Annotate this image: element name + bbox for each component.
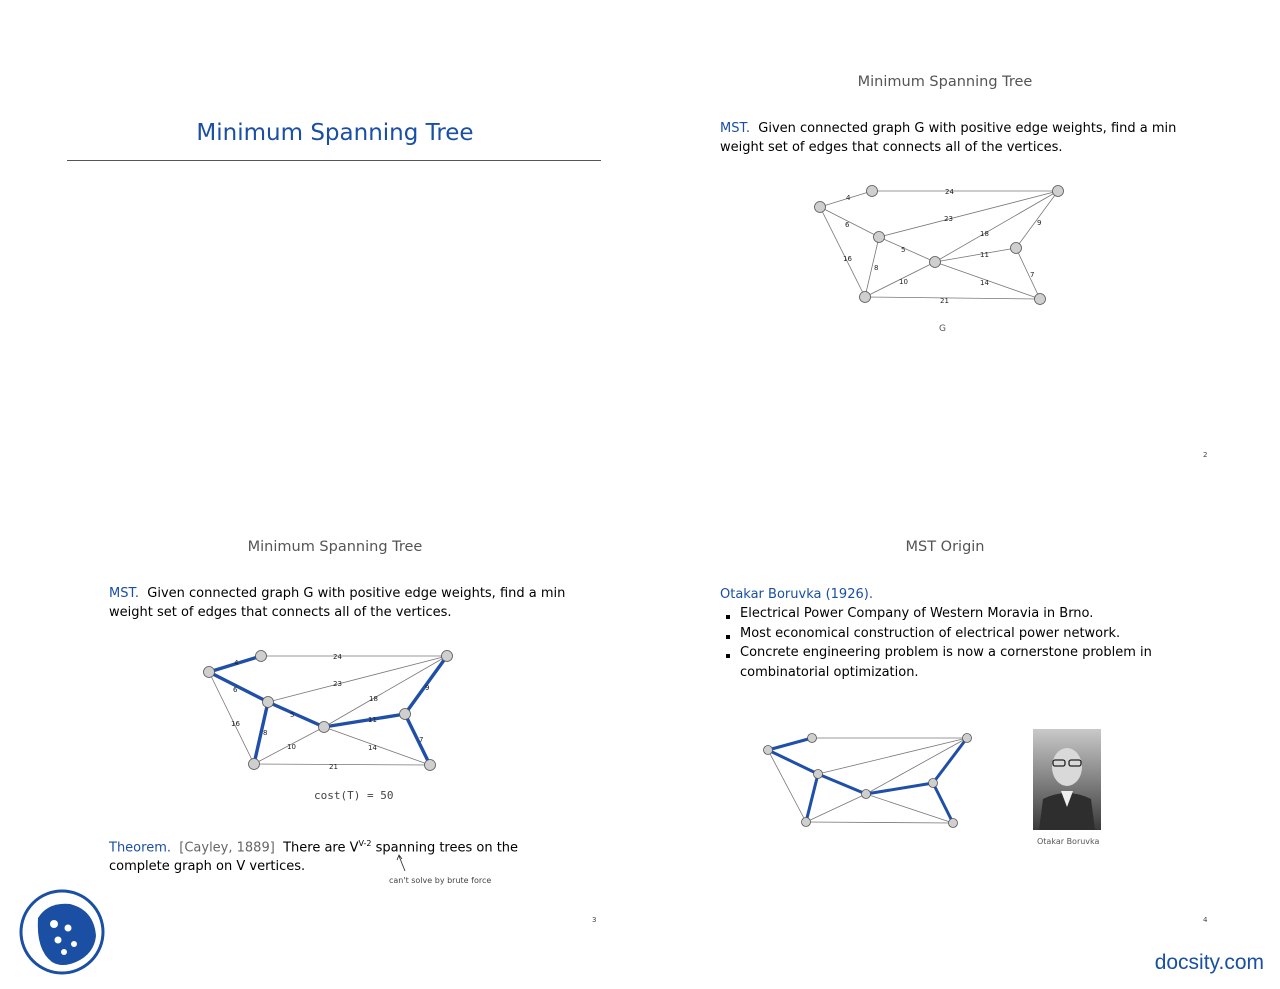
weight-label: 10 [899, 278, 908, 286]
weight-label: 18 [369, 695, 378, 703]
weight-label: 23 [333, 680, 342, 688]
slide4-header: MST Origin [905, 539, 985, 555]
weight-label: 4 [234, 659, 239, 667]
slide2-graph-caption: G [939, 324, 946, 334]
photo-caption: Otakar Boruvka [1037, 837, 1100, 846]
docsity-logo-icon[interactable] [18, 888, 106, 976]
weight-label: 16 [231, 720, 240, 728]
slide2-header: Minimum Spanning Tree [857, 74, 1033, 90]
slide3-definition-line1: Given connected graph G with positive edge weights, find a min [147, 586, 566, 601]
theorem-superscript: V-2 [358, 839, 372, 848]
list-item: Electrical Power Company of Western Moravia in Brno. [720, 604, 1200, 624]
theorem-citation: [Cayley, 1889] [179, 840, 275, 856]
weight-label: 16 [843, 255, 852, 263]
list-item-continuation: combinatorial optimization. [740, 664, 919, 680]
weight-label: 6 [233, 686, 238, 694]
docsity-brand-link[interactable]: docsity.com [1154, 951, 1264, 974]
weight-label: 7 [419, 736, 424, 744]
slide2-definition-line1: Given connected graph G with positive edge weights, find a min [758, 121, 1177, 136]
slide1-title: Minimum Spanning Tree [196, 120, 474, 146]
slide3-page-number: 3 [592, 916, 597, 924]
portrait-image [1033, 729, 1101, 830]
slide2-definition-term: MST. [720, 121, 750, 136]
weight-label: 14 [368, 744, 377, 752]
weight-label: 21 [940, 297, 949, 305]
weight-label: 8 [874, 264, 879, 272]
theorem-text-b: spanning trees on the [375, 840, 519, 856]
slide4-page-number: 4 [1203, 916, 1208, 924]
theorem-term: Theorem. [109, 840, 171, 856]
weight-label: 14 [980, 279, 989, 287]
weight-label: 23 [944, 215, 953, 223]
weight-label: 21 [329, 763, 338, 771]
slide3-theorem [109, 834, 579, 876]
annotation-arrow-icon [396, 853, 408, 873]
weight-label: 5 [901, 246, 906, 254]
boruvka-photo [1033, 729, 1101, 830]
weight-label: 24 [333, 653, 342, 661]
slide2-graph [800, 175, 1080, 320]
slide2-definition-line2: weight set of edges that connects all of the vertices. [720, 140, 1063, 155]
origin-bullet-list [720, 604, 1200, 682]
slide2-definition [720, 119, 1190, 157]
theorem-text-a: There are V [283, 840, 359, 856]
slide3-definition-term: MST. [109, 586, 139, 601]
slide3-header: Minimum Spanning Tree [247, 539, 423, 555]
weight-label: 4 [846, 194, 851, 202]
weight-label: 8 [263, 729, 268, 737]
slide3-definition-line2: weight set of edges that connects all of the vertices. [109, 605, 452, 620]
weight-label: 5 [290, 711, 295, 719]
person-heading: Otakar Boruvka (1926). [720, 587, 873, 602]
weight-label: 9 [425, 684, 430, 692]
weight-label: 18 [980, 230, 989, 238]
list-item: Most economical construction of electrical power network. [720, 624, 1200, 644]
weight-label: 7 [1030, 271, 1035, 279]
theorem-line2: complete graph on V vertices. [109, 859, 306, 875]
title-divider [67, 160, 601, 161]
weight-label: 24 [945, 188, 954, 196]
weight-label: 9 [1037, 219, 1042, 227]
list-item: Concrete engineering problem is now a cornerstone problem in [720, 643, 1200, 663]
weight-label: 10 [287, 743, 296, 751]
slide3-cost-label: cost(T) = 50 [314, 789, 394, 802]
slide3-definition [109, 584, 579, 622]
slide4-mst-graph [760, 728, 975, 830]
weight-label: 6 [845, 221, 850, 229]
brute-force-note: can't solve by brute force [389, 876, 492, 885]
slide2-page-number: 2 [1203, 451, 1208, 459]
weight-label: 11 [980, 251, 989, 259]
slide3-mst-graph [190, 640, 470, 785]
weight-label: 11 [368, 716, 377, 724]
